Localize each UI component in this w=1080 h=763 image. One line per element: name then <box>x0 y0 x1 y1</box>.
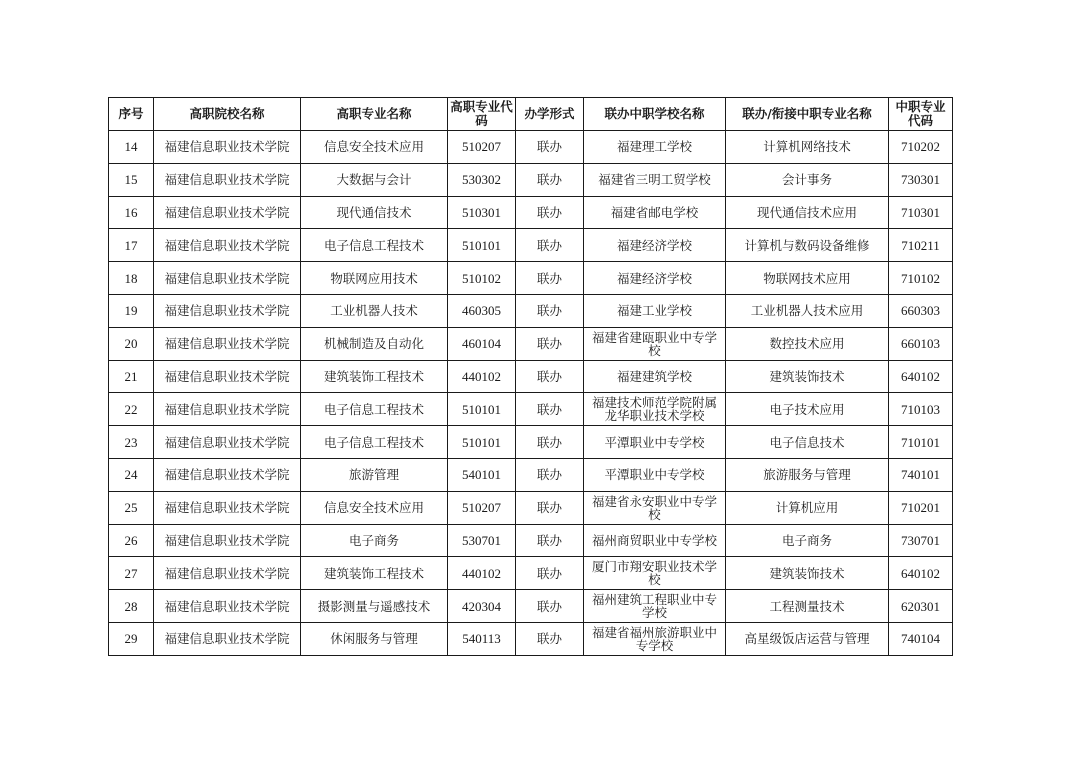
cell-mode: 联办 <box>516 590 584 623</box>
cell-seq: 14 <box>109 131 154 164</box>
cell-college: 福建信息职业技术学院 <box>154 393 301 426</box>
cell-school: 福建经济学校 <box>584 262 726 295</box>
cell-secondary-code: 660303 <box>889 294 953 327</box>
cell-major: 休闲服务与管理 <box>301 622 448 655</box>
cell-secondary-code: 730701 <box>889 524 953 557</box>
cell-school: 福建省永安职业中专学校 <box>584 491 726 524</box>
header-college: 高职院校名称 <box>154 98 301 131</box>
table-row <box>109 294 953 327</box>
cell-school: 平潭职业中专学校 <box>584 426 726 459</box>
cell-secondary-code: 660103 <box>889 327 953 360</box>
cell-mode: 联办 <box>516 196 584 229</box>
cell-major: 大数据与会计 <box>301 163 448 196</box>
cell-secondary-code: 740101 <box>889 458 953 491</box>
table-row <box>109 426 953 459</box>
table-row <box>109 229 953 262</box>
cell-major: 摄影测量与遥感技术 <box>301 590 448 623</box>
cell-major: 现代通信技术 <box>301 196 448 229</box>
cell-seq: 29 <box>109 622 154 655</box>
cell-mode: 联办 <box>516 131 584 164</box>
cell-secondary-major: 物联网技术应用 <box>726 262 889 295</box>
cell-college: 福建信息职业技术学院 <box>154 360 301 393</box>
cell-major: 建筑装饰工程技术 <box>301 360 448 393</box>
cell-school: 福州商贸职业中专学校 <box>584 524 726 557</box>
cell-secondary-code: 710102 <box>889 262 953 295</box>
cell-mode: 联办 <box>516 360 584 393</box>
cell-major-code: 530701 <box>448 524 516 557</box>
cell-secondary-major: 旅游服务与管理 <box>726 458 889 491</box>
cell-seq: 18 <box>109 262 154 295</box>
cell-secondary-code: 640102 <box>889 360 953 393</box>
table-body <box>109 131 953 656</box>
cell-school: 福建省建瓯职业中专学校 <box>584 327 726 360</box>
table-row <box>109 622 953 655</box>
cell-secondary-code: 710101 <box>889 426 953 459</box>
cell-secondary-code: 740104 <box>889 622 953 655</box>
cell-mode: 联办 <box>516 294 584 327</box>
cell-school: 厦门市翔安职业技术学校 <box>584 557 726 590</box>
cell-mode: 联办 <box>516 426 584 459</box>
cell-school: 福建建筑学校 <box>584 360 726 393</box>
cell-major: 信息安全技术应用 <box>301 131 448 164</box>
cell-major: 信息安全技术应用 <box>301 491 448 524</box>
cell-major: 机械制造及自动化 <box>301 327 448 360</box>
table-row <box>109 557 953 590</box>
cell-major-code: 510101 <box>448 229 516 262</box>
table-row <box>109 131 953 164</box>
header-major-code: 高职专业代码 <box>448 98 516 131</box>
table-row <box>109 458 953 491</box>
cell-college: 福建信息职业技术学院 <box>154 426 301 459</box>
cell-college: 福建信息职业技术学院 <box>154 524 301 557</box>
cell-major-code: 540101 <box>448 458 516 491</box>
cell-mode: 联办 <box>516 458 584 491</box>
cell-secondary-code: 710201 <box>889 491 953 524</box>
cell-secondary-major: 高星级饭店运营与管理 <box>726 622 889 655</box>
cell-secondary-major: 计算机应用 <box>726 491 889 524</box>
cell-secondary-code: 710211 <box>889 229 953 262</box>
cell-seq: 26 <box>109 524 154 557</box>
cell-school: 福州建筑工程职业中专学校 <box>584 590 726 623</box>
cell-college: 福建信息职业技术学院 <box>154 294 301 327</box>
cell-college: 福建信息职业技术学院 <box>154 491 301 524</box>
cell-seq: 24 <box>109 458 154 491</box>
cell-college: 福建信息职业技术学院 <box>154 622 301 655</box>
header-secondary-code: 中职专业代码 <box>889 98 953 131</box>
cell-mode: 联办 <box>516 262 584 295</box>
header-school: 联办中职学校名称 <box>584 98 726 131</box>
cell-secondary-code: 640102 <box>889 557 953 590</box>
header-row <box>109 98 953 131</box>
cell-major: 电子信息工程技术 <box>301 229 448 262</box>
cell-secondary-code: 710202 <box>889 131 953 164</box>
cell-secondary-major: 建筑装饰技术 <box>726 360 889 393</box>
cell-seq: 28 <box>109 590 154 623</box>
cell-mode: 联办 <box>516 524 584 557</box>
table-row <box>109 262 953 295</box>
cell-school: 福建经济学校 <box>584 229 726 262</box>
cell-school: 福建理工学校 <box>584 131 726 164</box>
cell-major-code: 460305 <box>448 294 516 327</box>
cell-mode: 联办 <box>516 393 584 426</box>
cell-major-code: 510102 <box>448 262 516 295</box>
table-row <box>109 163 953 196</box>
cell-mode: 联办 <box>516 229 584 262</box>
cell-seq: 23 <box>109 426 154 459</box>
cell-major: 物联网应用技术 <box>301 262 448 295</box>
cell-seq: 20 <box>109 327 154 360</box>
cell-secondary-code: 710301 <box>889 196 953 229</box>
header-seq: 序号 <box>109 98 154 131</box>
cell-secondary-major: 电子商务 <box>726 524 889 557</box>
cell-major: 建筑装饰工程技术 <box>301 557 448 590</box>
cell-secondary-major: 电子技术应用 <box>726 393 889 426</box>
cell-major-code: 510101 <box>448 426 516 459</box>
cell-major: 电子信息工程技术 <box>301 393 448 426</box>
cell-major-code: 540113 <box>448 622 516 655</box>
enrollment-table <box>108 97 953 656</box>
cell-college: 福建信息职业技术学院 <box>154 590 301 623</box>
cell-college: 福建信息职业技术学院 <box>154 262 301 295</box>
cell-seq: 21 <box>109 360 154 393</box>
cell-college: 福建信息职业技术学院 <box>154 458 301 491</box>
cell-mode: 联办 <box>516 163 584 196</box>
cell-secondary-code: 730301 <box>889 163 953 196</box>
cell-college: 福建信息职业技术学院 <box>154 196 301 229</box>
cell-secondary-code: 620301 <box>889 590 953 623</box>
header-secondary-major: 联办/衔接中职专业名称 <box>726 98 889 131</box>
table-row <box>109 524 953 557</box>
cell-school: 平潭职业中专学校 <box>584 458 726 491</box>
cell-college: 福建信息职业技术学院 <box>154 327 301 360</box>
cell-major-code: 460104 <box>448 327 516 360</box>
cell-seq: 17 <box>109 229 154 262</box>
cell-college: 福建信息职业技术学院 <box>154 131 301 164</box>
cell-secondary-major: 工程测量技术 <box>726 590 889 623</box>
cell-school: 福建省福州旅游职业中专学校 <box>584 622 726 655</box>
cell-college: 福建信息职业技术学院 <box>154 229 301 262</box>
cell-major: 电子信息工程技术 <box>301 426 448 459</box>
header-mode: 办学形式 <box>516 98 584 131</box>
cell-major-code: 440102 <box>448 557 516 590</box>
cell-seq: 19 <box>109 294 154 327</box>
cell-major-code: 510207 <box>448 131 516 164</box>
table-row <box>109 491 953 524</box>
cell-major-code: 440102 <box>448 360 516 393</box>
cell-secondary-major: 会计事务 <box>726 163 889 196</box>
header-major: 高职专业名称 <box>301 98 448 131</box>
cell-seq: 16 <box>109 196 154 229</box>
cell-secondary-major: 建筑装饰技术 <box>726 557 889 590</box>
cell-secondary-major: 数控技术应用 <box>726 327 889 360</box>
cell-major-code: 510101 <box>448 393 516 426</box>
cell-major-code: 510207 <box>448 491 516 524</box>
cell-school: 福建工业学校 <box>584 294 726 327</box>
cell-school: 福建省邮电学校 <box>584 196 726 229</box>
cell-major-code: 530302 <box>448 163 516 196</box>
cell-secondary-major: 现代通信技术应用 <box>726 196 889 229</box>
cell-mode: 联办 <box>516 557 584 590</box>
table-row <box>109 393 953 426</box>
cell-secondary-major: 计算机与数码设备维修 <box>726 229 889 262</box>
cell-college: 福建信息职业技术学院 <box>154 163 301 196</box>
cell-seq: 25 <box>109 491 154 524</box>
cell-seq: 27 <box>109 557 154 590</box>
cell-major-code: 510301 <box>448 196 516 229</box>
cell-major-code: 420304 <box>448 590 516 623</box>
cell-secondary-code: 710103 <box>889 393 953 426</box>
cell-mode: 联办 <box>516 622 584 655</box>
cell-seq: 15 <box>109 163 154 196</box>
table-row <box>109 360 953 393</box>
cell-secondary-major: 工业机器人技术应用 <box>726 294 889 327</box>
cell-major: 工业机器人技术 <box>301 294 448 327</box>
cell-college: 福建信息职业技术学院 <box>154 557 301 590</box>
cell-mode: 联办 <box>516 327 584 360</box>
cell-mode: 联办 <box>516 491 584 524</box>
cell-major: 旅游管理 <box>301 458 448 491</box>
table-row <box>109 327 953 360</box>
cell-school: 福建省三明工贸学校 <box>584 163 726 196</box>
table-row <box>109 590 953 623</box>
cell-major: 电子商务 <box>301 524 448 557</box>
cell-secondary-major: 电子信息技术 <box>726 426 889 459</box>
table-row <box>109 196 953 229</box>
cell-secondary-major: 计算机网络技术 <box>726 131 889 164</box>
cell-school: 福建技术师范学院附属龙华职业技术学校 <box>584 393 726 426</box>
cell-seq: 22 <box>109 393 154 426</box>
